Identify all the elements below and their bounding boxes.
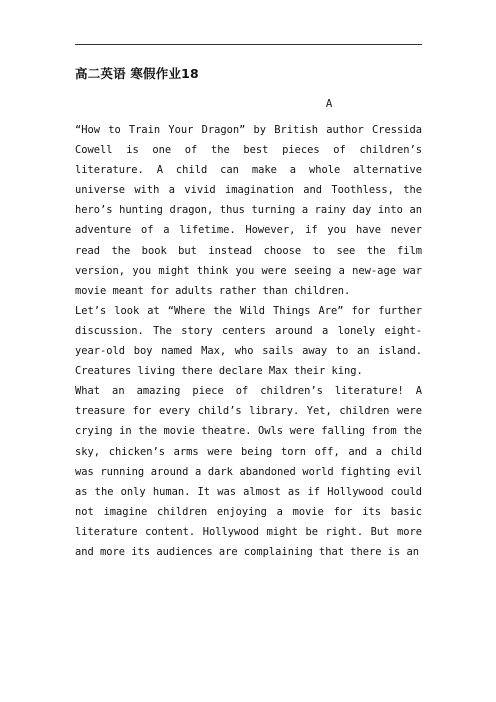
section-label: A: [325, 97, 333, 110]
passage-body: [75, 120, 422, 562]
paragraph: “How to Train Your Dragon” by British author Cressida Cowell is one of the best pieces of children’s literature. A child can make a whole alternative universe with a vivid imagination and Toothless, the hero’s hunting dragon, thus turning a rainy day into an adventure of a lifetime. However, if you have never read the book but instead choose to see the film version, you might think you were seeing a new-age war movie meant for adults rather than children.: [75, 124, 422, 297]
header-rule: [75, 44, 422, 45]
paragraph: What an amazing piece of children’s literature! A treasure for every child’s library. Yet, children were crying in the movie theatre. Owls were falling from the sky, chicken’s arms were being torn off, and a child was running around a dark abandoned world fighting evil as the only human. It was almost as if Hollywood could not imagine children enjoying a movie for its basic literature content. Hollywood might be right. But more and more its audiences are complaining that there is an: [75, 385, 422, 558]
document-title: 高二英语 寒假作业18: [75, 66, 199, 81]
paragraph: Let’s look at “Where the Wild Things Are” for further discussion. The story centers around a lonely eight-year-old boy named Max, who sails away to an island. Creatures living there declare Max their king.: [75, 304, 422, 378]
